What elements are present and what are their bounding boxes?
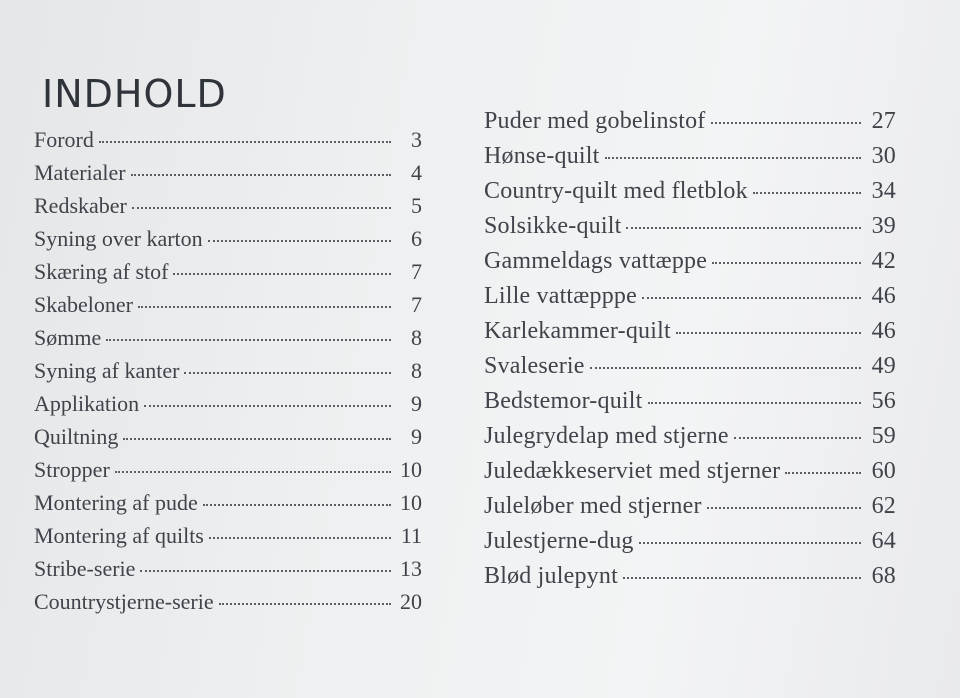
dot-leader: [132, 207, 391, 209]
toc-page-number: 59: [871, 423, 896, 449]
toc-entry-label: Lille vattæpppe: [484, 283, 637, 309]
toc-entry-label: Redskaber: [34, 193, 127, 218]
toc-entry-label: Stropper: [34, 457, 110, 482]
dot-leader: [184, 372, 391, 374]
toc-right-column: [484, 108, 896, 598]
toc-entry-label: Montering af quilts: [34, 523, 204, 548]
toc-entry-label: Bedstemor-quilt: [484, 388, 643, 414]
toc-entry: [34, 325, 422, 358]
toc-entry: [484, 108, 896, 143]
dot-leader: [131, 174, 391, 176]
toc-page-number: 42: [871, 248, 896, 274]
toc-page-number: 62: [871, 493, 896, 519]
dot-leader: [639, 542, 861, 544]
toc-page-number: 56: [871, 388, 896, 414]
toc-left-column: [34, 127, 422, 622]
toc-page-number: 7: [411, 259, 422, 284]
toc-entry-label: Syning over karton: [34, 226, 203, 251]
toc-entry: [34, 127, 422, 160]
toc-page-number: 13: [400, 556, 422, 581]
toc-entry-label: Solsikke-quilt: [484, 213, 622, 239]
toc-entry-label: Puder med gobelinstof: [484, 108, 706, 134]
toc-page-number: 34: [871, 178, 896, 204]
dot-leader: [623, 577, 861, 579]
dot-leader: [785, 472, 861, 474]
toc-entry: [484, 283, 896, 318]
toc-page-number: 6: [411, 226, 422, 251]
toc-entry: [34, 424, 422, 457]
toc-page-number: 7: [411, 292, 422, 317]
dot-leader: [626, 227, 861, 229]
toc-entry-label: Karlekammer-quilt: [484, 318, 671, 344]
toc-page-number: 64: [871, 528, 896, 554]
toc-entry-label: Juledækkeserviet med stjerner: [484, 458, 781, 484]
dot-leader: [590, 367, 861, 369]
toc-page-number: 9: [411, 424, 422, 449]
toc-entry: [484, 213, 896, 248]
toc-page-number: 4: [411, 160, 422, 185]
toc-page-number: 20: [400, 589, 422, 614]
toc-entry: [34, 292, 422, 325]
dot-leader: [753, 192, 861, 194]
toc-page-number: 9: [411, 391, 422, 416]
toc-entry-label: Svaleserie: [484, 353, 585, 379]
toc-entry-label: Country-quilt med fletblok: [484, 178, 748, 204]
dot-leader: [140, 570, 391, 572]
dot-leader: [173, 273, 391, 275]
toc-entry: [484, 563, 896, 598]
toc-entry: [34, 556, 422, 589]
toc-entry: [34, 457, 422, 490]
dot-leader: [106, 339, 391, 341]
toc-entry: [34, 358, 422, 391]
toc-entry: [484, 178, 896, 213]
toc-entry-label: Materialer: [34, 160, 126, 185]
toc-page-number: 46: [871, 283, 896, 309]
toc-entry: [34, 589, 422, 622]
toc-entry: [484, 388, 896, 423]
toc-entry: [34, 523, 422, 556]
toc-entry-label: Quiltning: [34, 424, 119, 449]
toc-entry-label: Sømme: [34, 325, 102, 350]
toc-entry: [484, 493, 896, 528]
dot-leader: [219, 603, 391, 605]
toc-entry-label: Julestjerne-dug: [484, 528, 634, 554]
toc-entry-label: Countrystjerne-serie: [34, 589, 214, 614]
dot-leader: [676, 332, 861, 334]
toc-entry-label: Montering af pude: [34, 490, 198, 515]
toc-page-number: 60: [871, 458, 896, 484]
dot-leader: [115, 471, 391, 473]
toc-page-number: 30: [871, 143, 896, 169]
toc-entry-label: Hønse-quilt: [484, 143, 600, 169]
dot-leader: [605, 157, 861, 159]
toc-page-number: 10: [400, 457, 422, 482]
toc-entry: [484, 248, 896, 283]
toc-page-number: 8: [411, 325, 422, 350]
toc-entry-label: Applikation: [34, 391, 140, 416]
toc-entry: [34, 193, 422, 226]
toc-entry: [484, 423, 896, 458]
toc-entry: [484, 318, 896, 353]
toc-entry-label: Stribe-serie: [34, 556, 136, 581]
dot-leader: [138, 306, 391, 308]
toc-page-number: 3: [411, 127, 422, 152]
dot-leader: [123, 438, 391, 440]
toc-page-number: 49: [871, 353, 896, 379]
toc-page-number: 5: [411, 193, 422, 218]
toc-entry-label: Gammeldags vattæppe: [484, 248, 708, 274]
dot-leader: [642, 297, 861, 299]
dot-leader: [648, 402, 862, 404]
dot-leader: [208, 240, 391, 242]
toc-entry-label: Blød julepynt: [484, 563, 618, 589]
toc-page-number: 10: [400, 490, 422, 515]
toc-entry: [484, 143, 896, 178]
toc-entry-label: Syning af kanter: [34, 358, 180, 383]
page-title: INDHOLD: [42, 72, 227, 116]
toc-entry: [34, 259, 422, 292]
toc-page-number: 27: [871, 108, 896, 134]
dot-leader: [734, 437, 861, 439]
toc-entry: [34, 391, 422, 424]
dot-leader: [144, 405, 391, 407]
toc-page-number: 68: [871, 563, 896, 589]
toc-entry: [484, 528, 896, 563]
toc-entry-label: Julegrydelap med stjerne: [484, 423, 729, 449]
toc-page-number: 46: [871, 318, 896, 344]
toc-entry-label: Skabeloner: [34, 292, 133, 317]
toc-entry-label: Forord: [34, 127, 94, 152]
dot-leader: [712, 262, 861, 264]
dot-leader: [711, 122, 861, 124]
dot-leader: [707, 507, 861, 509]
toc-entry: [484, 458, 896, 493]
toc-entry: [484, 353, 896, 388]
toc-page-number: 39: [871, 213, 896, 239]
dot-leader: [203, 504, 391, 506]
dot-leader: [209, 537, 391, 539]
toc-page-number: 8: [411, 358, 422, 383]
toc-entry: [34, 490, 422, 523]
toc-page-number: 11: [400, 523, 422, 548]
toc-entry-label: Juleløber med stjerner: [484, 493, 702, 519]
toc-entry: [34, 226, 422, 259]
toc-entry-label: Skæring af stof: [34, 259, 169, 284]
dot-leader: [99, 141, 391, 143]
toc-entry: [34, 160, 422, 193]
